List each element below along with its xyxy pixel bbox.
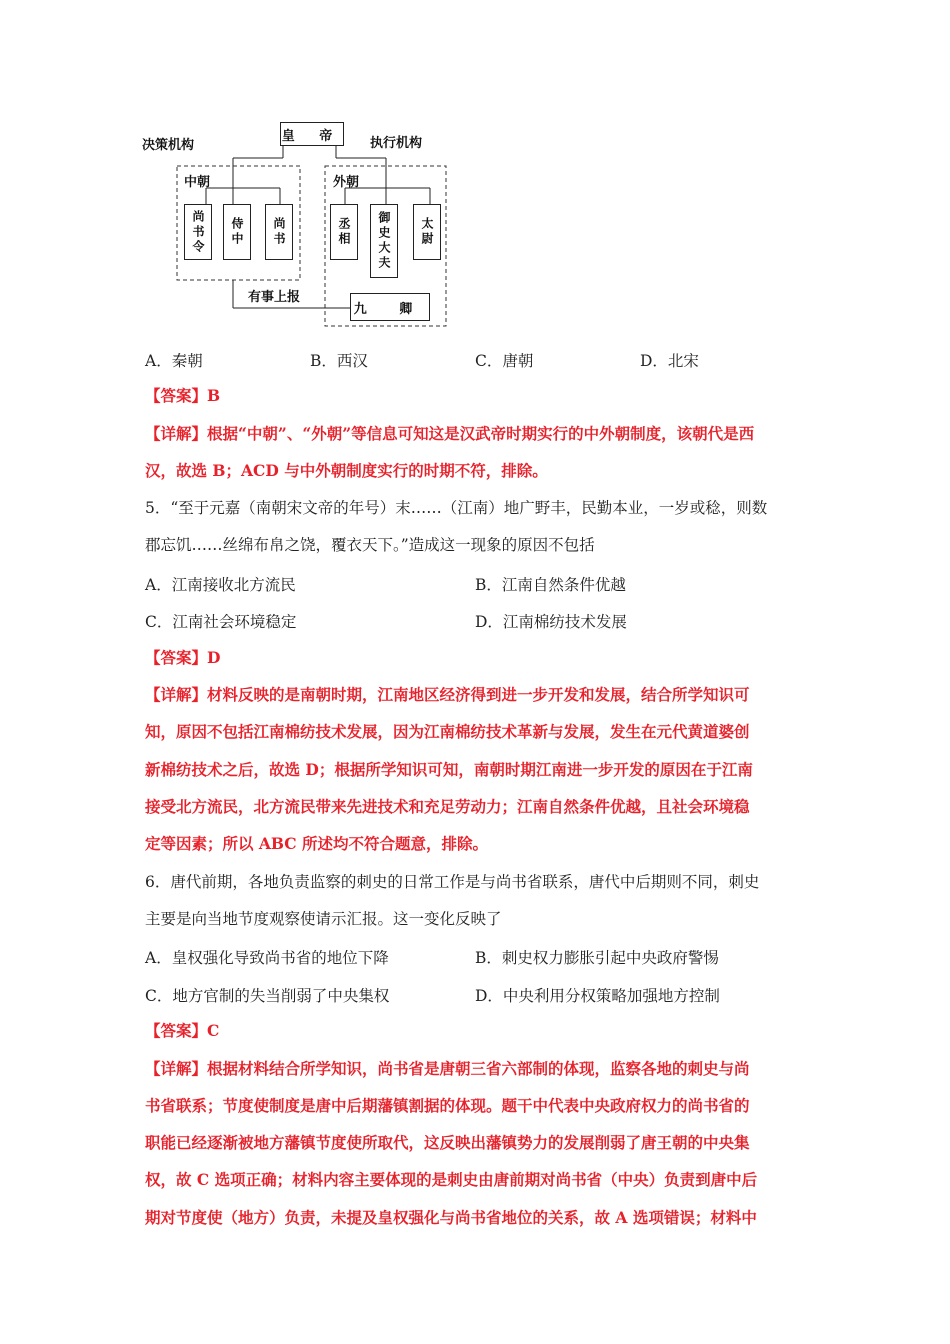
post-box-shizhong: 侍中 (223, 204, 251, 260)
q6-explanation-line: 权，故 C 选项正确；材料内容主要体现的是刺史由唐前期对尚书省（中央）负责到唐中后 (145, 1170, 758, 1189)
q6-option-c: C．地方官制的失当削弱了中央集权 (145, 987, 390, 1005)
q4-explanation-line: 汉，故选 B；ACD 与中外朝制度实行的时期不符，排除。 (145, 461, 548, 480)
post-box-taiwei: 太尉 (413, 204, 441, 260)
post-box-chengxiang: 丞相 (330, 204, 358, 260)
outer-court-label: 外朝 (333, 175, 360, 190)
q6-option-d: D．中央利用分权策略加强地方控制 (475, 987, 720, 1005)
q5-answer: 【答案】D (145, 648, 221, 667)
q6-explanation-line: 职能已经逐渐被地方藩镇节度使所取代，这反映出藩镇势力的发展削弱了唐王朝的中央集 (145, 1133, 750, 1152)
nine-ministers-box: 九 卿 (350, 293, 430, 321)
q6-option-b: B．刺史权力膨胀引起中央政府警惕 (475, 949, 719, 967)
post-box-shangshu: 尚书 (265, 204, 293, 260)
court-structure-diagram (140, 118, 460, 333)
q5-explanation-line: 知，原因不包括江南棉纺技术发展，因为江南棉纺技术革新与发展，发生在元代黄道婆创 (145, 722, 750, 741)
q6-answer: 【答案】C (145, 1021, 220, 1040)
post-box-shangshuling: 尚书令 (184, 204, 212, 260)
post-box-yushidafu: 御史大夫 (370, 204, 398, 278)
q5-explanation-line: 接受北方流民，北方流民带来先进技术和充足劳动力；江南自然条件优越，且社会环境稳 (145, 797, 750, 816)
q6-explanation-line: 书省联系；节度使制度是唐中后期藩镇割据的体现。题干中代表中央政府权力的尚书省的 (145, 1096, 750, 1115)
q6-explanation-line: 【详解】根据材料结合所学知识，尚书省是唐朝三省六部制的体现，监察各地的刺史与尚 (145, 1059, 750, 1078)
q4-answer: 【答案】B (145, 386, 221, 405)
q6-stem-line: 6．唐代前期，各地负责监察的刺史的日常工作是与尚书省联系，唐代中后期则不同，刺史 (145, 873, 760, 891)
decision-label: 决策机构 (142, 138, 195, 153)
inner-court-label: 中朝 (184, 175, 211, 190)
q5-explanation-line: 新棉纺技术之后，故选 D；根据所学知识可知，南朝时期江南进一步开发的原因在于江南 (145, 760, 753, 779)
q5-explanation-line: 【详解】材料反映的是南朝时期，江南地区经济得到进一步开发和发展，结合所学知识可 (145, 685, 750, 704)
q5-option-c: C．江南社会环境稳定 (145, 613, 297, 631)
q5-stem-line: 郡忘饥……丝绵布帛之饶，覆衣天下。”造成这一现象的原因不包括 (145, 536, 595, 554)
q5-option-b: B．江南自然条件优越 (475, 576, 626, 594)
q5-explanation-line: 定等因素；所以 ABC 所述均不符合题意，排除。 (145, 834, 489, 853)
q5-option-a: A．江南接收北方流民 (145, 576, 296, 594)
q4-option-c: C．唐朝 (475, 352, 534, 370)
q6-option-a: A．皇权强化导致尚书省的地位下降 (145, 949, 389, 967)
emperor-box: 皇 帝 (280, 122, 344, 146)
q5-option-d: D．江南棉纺技术发展 (475, 613, 627, 631)
q4-option-a: A．秦朝 (145, 352, 203, 370)
q4-option-d: D．北宋 (640, 352, 699, 370)
report-label: 有事上报 (248, 290, 301, 305)
q5-stem-line: 5．“至于元嘉（南朝宋文帝的年号）末……（江南）地广野丰，民勤本业，一岁或稔，则数 (145, 499, 768, 517)
q6-explanation-line: 期对节度使（地方）负责，未提及皇权强化与尚书省地位的关系，故 A 选项错误；材料中 (145, 1208, 757, 1227)
q4-explanation-line: 【详解】根据“中朝”、“外朝”等信息可知这是汉武帝时期实行的中外朝制度，该朝代是西 (145, 424, 755, 443)
q4-option-b: B．西汉 (310, 352, 368, 370)
q6-stem-line: 主要是向当地节度观察使请示汇报。这一变化反映了 (145, 910, 502, 928)
execution-label: 执行机构 (370, 136, 423, 151)
